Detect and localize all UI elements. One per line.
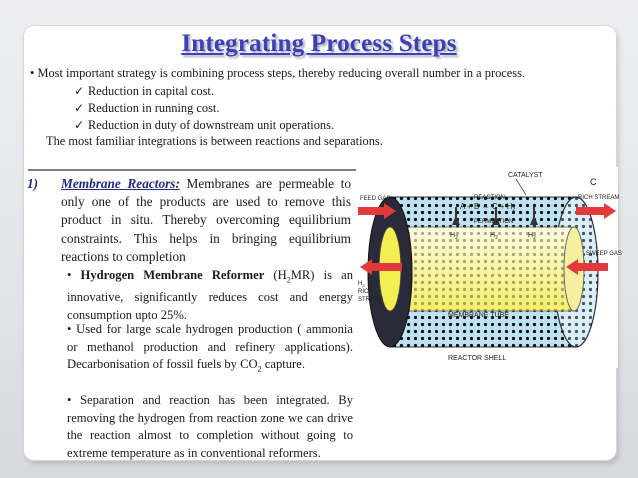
reformer-name: Hydrogen Membrane Reformer [80,268,265,282]
check-item-duty [74,118,334,133]
bullet-large-scale [67,321,353,378]
bullet-dot-icon: • [67,393,81,407]
bullet-hydrogen-reformer [67,267,353,324]
intro-text: Most important strategy is combining process steps, thereby reducing overall number in a process. [37,66,526,80]
reaction-label: REACTION [474,195,506,201]
co2-subscript: 2 [257,364,262,374]
formula-subscript: 2 [286,275,291,285]
separation-text: Separation and reaction has been integrated. By removing the hydrogen from reaction zone we can drive the reaction almost to completion without going to extreme temperature as in conventional reformers. [67,393,353,460]
bullet-dot-icon: • [67,322,77,336]
permeation-label: PERMEATION [474,219,514,225]
section-text: Membranes are permeable to only one of the products are used to remove this product in situ. Thereby overcoming equilibrium constraints. This helps in bringing equilibrium reactions to completion [61,176,352,264]
bullet-separation [67,392,353,462]
reactor-shell-label: REACTOR SHELL [448,355,507,362]
reformer-description: is an innovative, significantly reduces cost and energy consumption upto 25%. [67,268,353,322]
section-number: 1) [27,176,39,191]
rich-label: RICH [358,289,373,295]
equation-subscript: 2 [512,207,516,213]
bullet-dot-icon: • [30,66,38,80]
h2-label-1: $H_2$ [450,232,458,241]
slide-title: Integrating Process Steps [181,30,457,57]
membrane-tube [398,227,584,311]
checkmark-icon: ✓ [74,118,85,132]
membrane-reactors-paragraph [27,175,352,266]
familiar-integration-text: The most familiar integrations is between reactions and separations. [46,134,383,148]
feed-gas-label: FEED GAS [360,196,391,202]
product-c-label: C [590,177,597,187]
check-label: Reduction in capital cost. [88,84,214,98]
large-scale-text: Used for large scale hydrogen production ( ammonia or methanol production and refinery applications). Decarbonisation of fossil fuels by CO [67,322,353,372]
membrane-reactor-diagram [356,167,622,368]
check-label: Reduction in duty of downstream unit operations. [88,118,335,132]
catalyst-label: CATALYST [508,172,543,179]
formula-text: (H [273,268,287,282]
check-item-capital [74,84,214,99]
intro-bullet [30,66,525,81]
formula-text: MR) [290,268,315,282]
membrane-tube-label: MEMBRANE TUBE [448,312,509,319]
reactor-inlet-cap [368,197,412,347]
h2-label-2: $H_2$ [490,232,498,241]
h2-label-3: $H_2$ [528,232,536,241]
check-label: Reduction in running cost. [88,101,220,115]
h2-rich-h2: $H_2$ [358,281,365,288]
section-heading: Membrane Reactors: [61,176,180,191]
equation-text: A + B ⇔ C + H [460,202,513,211]
checkmark-icon: ✓ [74,101,85,115]
bullet-dot-icon: • [67,268,81,282]
check-item-running [74,101,219,116]
stream-label: STREAM [358,297,384,303]
rich-stream-top-label: RICH STREAM [578,195,620,201]
sweep-gas-label: SWEEP GAS [586,251,622,257]
checkmark-icon: ✓ [74,84,85,98]
large-scale-end: capture. [264,357,305,372]
